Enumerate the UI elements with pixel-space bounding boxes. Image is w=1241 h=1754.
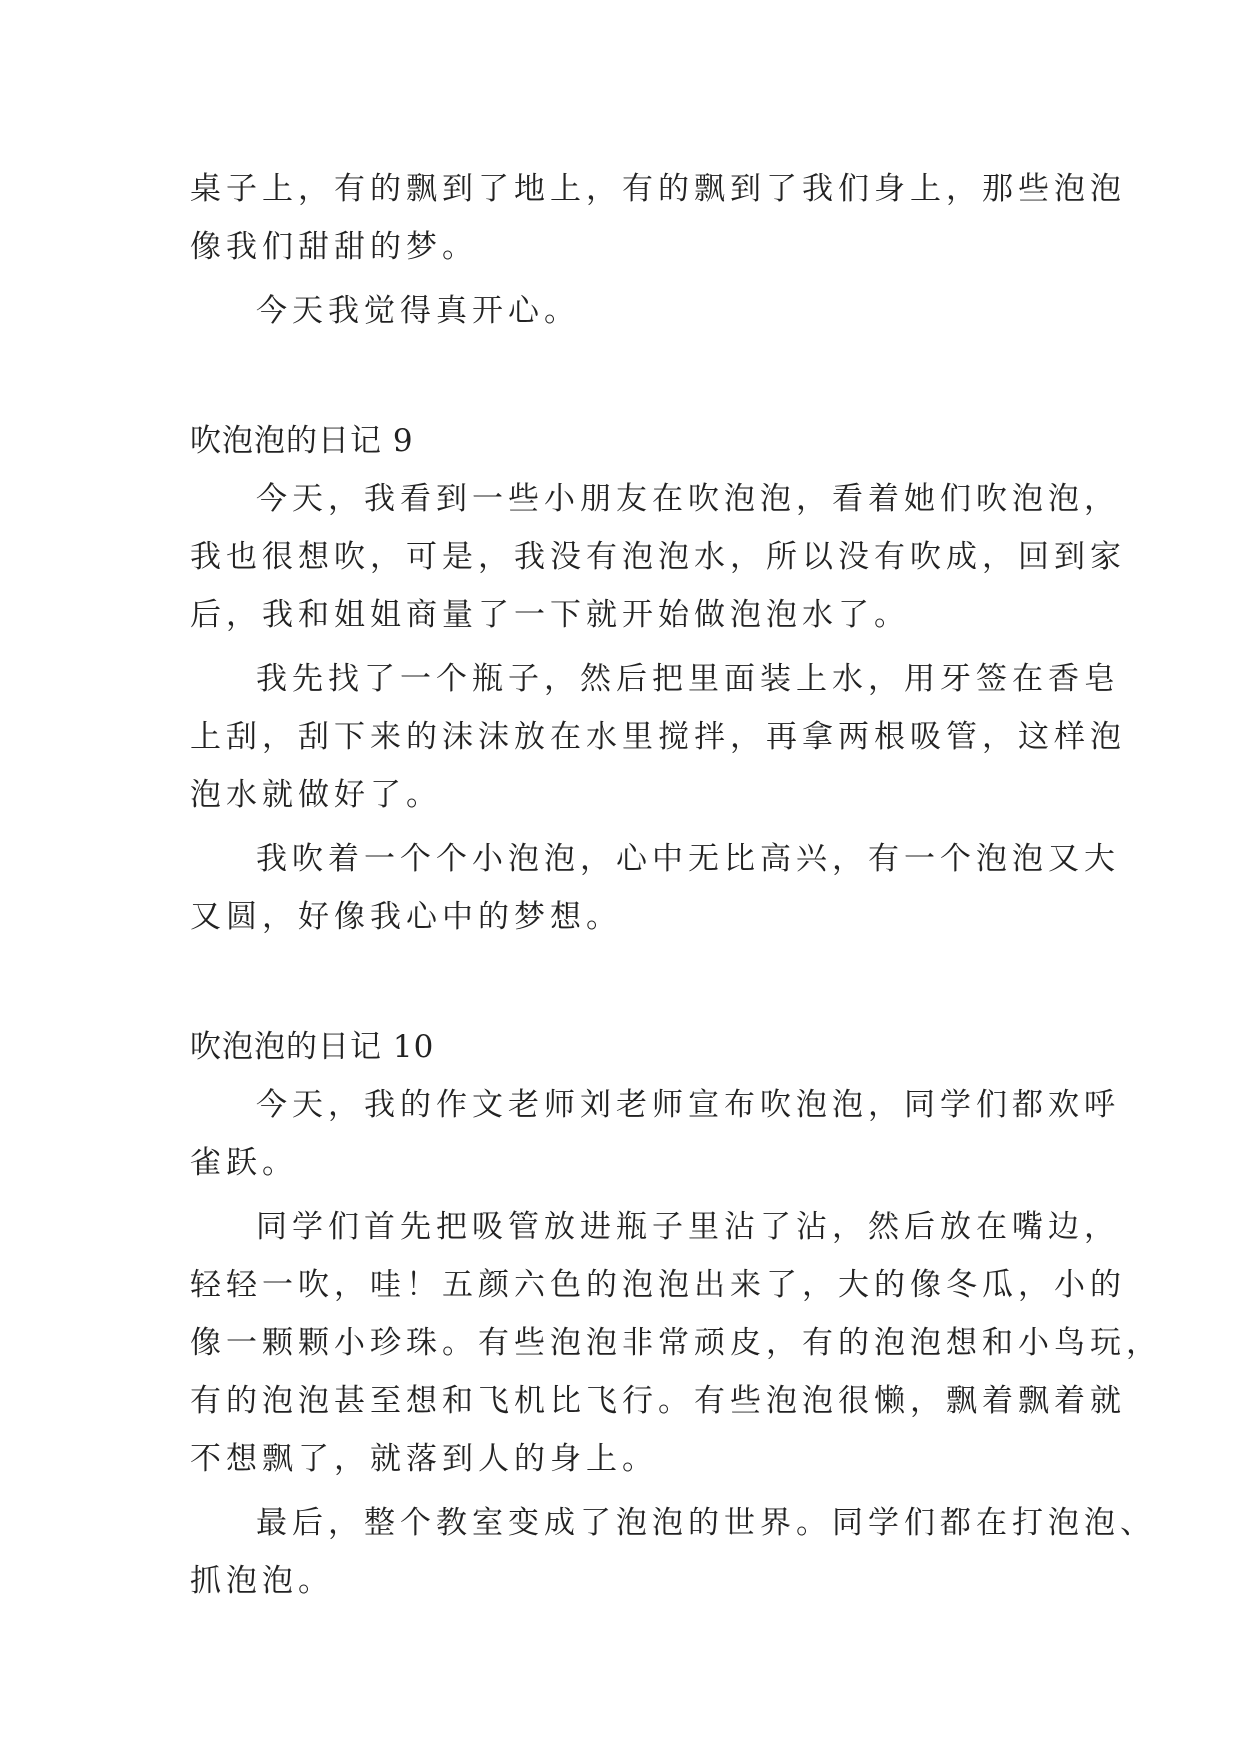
text-line: 我也很想吹，可是，我没有泡泡水，所以没有吹成，回到家 — [190, 539, 1126, 575]
text-line: 不想飘了，就落到人的身上。 — [190, 1441, 658, 1477]
text-line: 抓泡泡。 — [190, 1563, 334, 1599]
text-line: 雀跃。 — [190, 1145, 298, 1181]
text-line: 后，我和姐姐商量了一下就开始做泡泡水了。 — [190, 597, 910, 633]
text-line: 上刮，刮下来的沫沫放在水里搅拌，再拿两根吸管，这样泡 — [190, 719, 1126, 755]
entry-9-paragraph-1 — [190, 470, 1126, 644]
entry-10-paragraph-1 — [190, 1076, 1120, 1192]
text-line: 有的泡泡甚至想和飞机比飞行。有些泡泡很懒，飘着飘着就 — [190, 1383, 1126, 1419]
entry-10-paragraph-2 — [190, 1198, 1162, 1488]
intro-paragraph-1 — [190, 160, 1126, 276]
text-line: 今天，我的作文老师刘老师宣布吹泡泡，同学们都欢呼 — [256, 1087, 1120, 1123]
text-line: 轻轻一吹，哇！五颜六色的泡泡出来了，大的像冬瓜，小的 — [190, 1267, 1126, 1303]
text-line: 最后，整个教室变成了泡泡的世界。同学们都在打泡泡、 — [256, 1505, 1156, 1541]
text-line: 桌子上，有的飘到了地上，有的飘到了我们身上，那些泡泡 — [190, 171, 1126, 207]
text-line: 我吹着一个个小泡泡，心中无比高兴，有一个泡泡又大 — [256, 841, 1120, 877]
entry-9-paragraph-3 — [190, 830, 1120, 946]
text-line: 又圆，好像我心中的梦想。 — [190, 899, 622, 935]
entry-heading: 吹泡泡的日记 9 — [190, 423, 414, 459]
entry-heading: 吹泡泡的日记 10 — [190, 1029, 435, 1065]
text-line: 像一颗颗小珍珠。有些泡泡非常顽皮，有的泡泡想和小鸟玩， — [190, 1325, 1162, 1361]
text-line: 我先找了一个瓶子，然后把里面装上水，用牙签在香皂 — [256, 661, 1120, 697]
text-line: 同学们首先把吸管放进瓶子里沾了沾，然后放在嘴边， — [256, 1209, 1120, 1245]
diary-entry-10 — [190, 1018, 1162, 1610]
entry-9-paragraph-2 — [190, 650, 1126, 824]
diary-entry-9 — [190, 412, 1126, 946]
text-line: 泡水就做好了。 — [190, 777, 442, 813]
text-line: 今天我觉得真开心。 — [256, 293, 580, 329]
intro-paragraph-2 — [190, 282, 1060, 340]
text-line: 今天，我看到一些小朋友在吹泡泡，看着她们吹泡泡， — [256, 481, 1120, 517]
entry-10-paragraph-3 — [190, 1494, 1156, 1610]
document-page — [190, 160, 1162, 1610]
text-line: 像我们甜甜的梦。 — [190, 229, 478, 265]
